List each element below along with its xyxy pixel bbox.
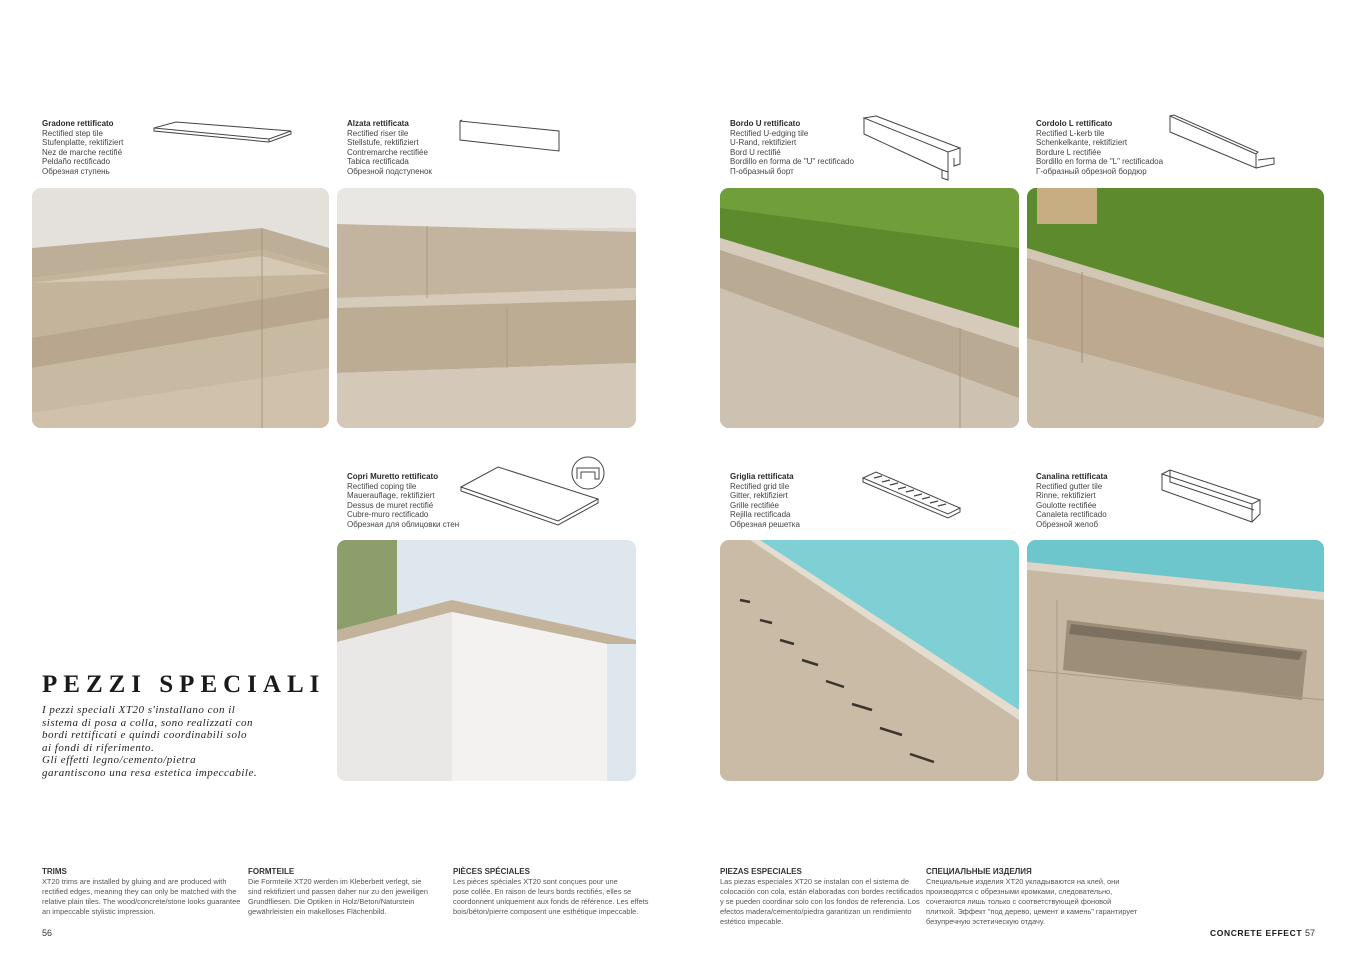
gutter-tile-drawing-icon [1158,466,1264,524]
intro-line: bordi rettificati e quindi coordinabili solo [42,729,248,742]
intro-line: I pezzi speciali XT20 s'installano con il [42,704,236,716]
column-pieces [453,867,653,917]
label-griglia [730,472,800,530]
photo-coping [337,540,636,781]
column-piezas [720,867,924,927]
column-line: sind rektifiziert und passen daher nur zu den jeweiligen [248,887,428,896]
photo-u-edging [720,188,1019,428]
photo-gutter-pool [1027,540,1324,781]
product-line: Goulotte rectifiée [1036,500,1097,510]
column-heading: FORMTEILE [248,867,295,876]
column-russian [926,867,1138,927]
product-line: Bordure L rectifiée [1036,147,1102,157]
column-line: сочетаются лишь только с соответствующей фоновой [926,897,1112,906]
label-alzata [347,119,432,177]
product-title: Bordo U rettificato [730,119,801,128]
intro-text [42,704,257,780]
product-title: Copri Muretto rettificato [347,472,439,481]
product-line: П-образный борт [730,166,794,176]
product-line: Обрезной подступенок [347,166,432,176]
product-line: Dessus de muret rectifié [347,500,434,510]
product-line: U-Rand, rektifiziert [730,138,797,148]
label-copri [347,472,459,530]
product-title: Alzata rettificata [347,119,409,128]
product-title: Canalina rettificata [1036,472,1108,481]
photo-steps [32,188,329,428]
intro-line: ai fondi di riferimento. [42,741,155,754]
label-gradone [42,119,123,177]
product-line: Обрезная для облицовки стен [347,519,460,529]
product-line: Bordillo en forma de "L" rectificadoa [1036,157,1164,167]
product-line: Rectified coping tile [347,481,417,491]
product-line: Schenkelkante, rektifiziert [1036,138,1128,148]
product-line: Stufenplatte, rektifiziert [42,138,124,148]
product-title: Cordolo L rettificato [1036,119,1113,128]
column-line: an impeccable stylistic impression. [42,907,156,916]
product-line: Contremarche rectifiée [347,147,428,157]
product-line: Nez de marche rectifié [42,147,123,157]
intro-line: sistema di posa a colla, sono realizzati con [42,716,254,729]
l-kerb-drawing-icon [1166,114,1278,174]
product-line: Mauerauflage, rektifiziert [347,491,435,501]
column-line: XT20 trims are installed by gluing and are produced with [42,877,227,886]
column-line: Les pièces spéciales XT20 sont conçues pour une [453,877,618,886]
product-line: Bordillo en forma de "U" rectificado [730,157,854,167]
column-trims [42,867,242,917]
label-canalina [1036,472,1108,530]
coping-tile-drawing-icon [458,455,608,527]
u-edging-drawing-icon [860,114,966,182]
column-line: плиткой. Эффект "под дерево, цемент и камень" гарантирует [926,907,1138,916]
column-line: pose collée. En raison de leurs bords rectifiés, elles se [453,887,632,896]
page-number-right: 57 [1305,928,1316,938]
product-line: Обрезной желоб [1036,519,1099,529]
product-line: Rectified grid tile [730,481,790,491]
product-line: Rectified L-kerb tile [1036,128,1105,138]
column-line: bois/béton/pierre composent une esthétique impeccable. [453,907,639,916]
photo-grid-pool [720,540,1019,781]
label-bordo [730,119,854,177]
grid-tile-drawing-icon [860,468,964,520]
column-line: coordonnent uniquement aux fonds de référence. Les effets [453,897,649,906]
column-line: gewährleisten ein makelloses Flächenbild. [248,907,387,916]
column-heading: PIEZAS ESPECIALES [720,867,802,876]
riser-tile-drawing-icon [458,118,564,154]
product-line: Gitter, rektifiziert [730,491,788,501]
product-line: Обрезная решетка [730,519,800,529]
product-line: Rinne, rektifiziert [1036,491,1096,501]
column-line: colocación con cola, están elaboradas con bordes rectificados [720,887,924,896]
step-tile-drawing-icon [150,118,295,154]
product-line: Rectified U-edging tile [730,128,809,138]
column-line: Специальные изделия XT20 укладываются на клей, они [926,877,1120,886]
label-cordolo [1036,119,1163,177]
page-number-left: 56 [42,928,53,938]
column-line: Las piezas especiales XT20 se instalan con el sistema de [720,877,909,886]
product-title: Griglia rettificata [730,472,794,481]
column-line: y se pueden coordinar solo con los fondos de referencia. Los [720,897,920,906]
column-line: estético impecable. [720,917,784,926]
photo-riser [337,188,636,428]
intro-line: garantiscono una resa estetica impeccabile. [42,766,258,779]
product-line: Rectified gutter tile [1036,481,1103,491]
photo-l-kerb [1027,188,1324,428]
page-title: PEZZI SPECIALI [42,671,326,698]
column-line: relative plain tiles. The wood/concrete/stone looks guarantee [42,897,241,906]
column-heading: TRIMS [42,867,67,876]
product-line: Rejilla rectificada [730,510,791,520]
column-line: rectified edges, meaning they can only be matched with the [42,887,237,896]
product-line: Cubre-muro rectificado [347,510,429,520]
product-line: Г-образный обрезной бордюр [1036,166,1147,176]
column-heading: СПЕЦИАЛЬНЫЕ ИЗДЕЛИЯ [926,867,1032,876]
column-line: efectos madera/cemento/piedra garantizan un rendimiento [720,907,912,916]
column-formteile [248,867,448,917]
column-line: безупречную эстетическую отдачу. [926,917,1045,926]
product-line: Peldaño rectificado [42,157,111,167]
column-line: Grundfliesen. Die Optiken in Holz/Beton/Naturstein [248,897,415,906]
product-line: Обрезная ступень [42,166,110,176]
column-heading: PIÈCES SPÉCIALES [453,867,530,876]
column-line: производятся с обрезными кромками, следовательно, [926,887,1113,896]
product-line: Bord U rectifié [730,147,781,157]
brand-label: CONCRETE EFFECT [1210,928,1303,938]
product-line: Tabica rectificada [347,157,409,167]
product-line: Rectified riser tile [347,128,409,138]
product-line: Grille rectifiée [730,500,779,510]
product-title: Gradone rettificato [42,119,114,128]
product-line: Canaleta rectificado [1036,510,1107,520]
product-line: Stellstufe, rektifiziert [347,138,419,148]
column-line: Die Formteile XT20 werden im Kleberbett verlegt, sie [248,877,422,886]
intro-line: Gli effetti legno/cemento/pietra [42,754,197,767]
product-line: Rectified step tile [42,128,103,138]
